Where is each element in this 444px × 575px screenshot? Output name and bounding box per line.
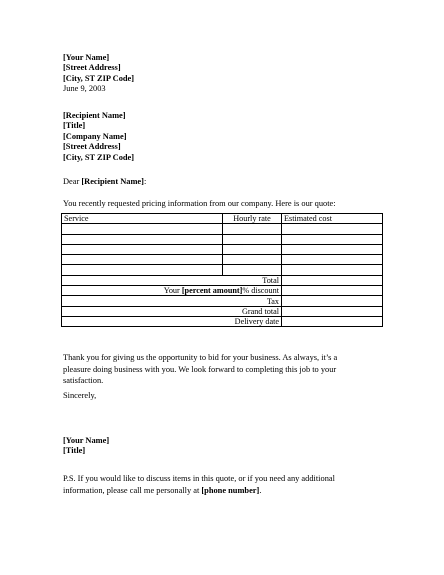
estimated-cost-cell[interactable] [282,255,383,265]
closing-paragraph [63,352,393,387]
table-row [62,265,383,275]
ps-line-2-prefix: information, please call me personally at [63,485,202,495]
hourly-rate-cell[interactable] [223,244,282,254]
header-estimated-cost: Estimated cost [282,214,383,224]
signature-title[interactable]: [Title] [63,446,86,456]
intro-paragraph [63,199,336,209]
table-row [62,234,383,244]
service-cell[interactable] [62,265,223,275]
discount-row [62,286,383,296]
estimated-cost-cell[interactable] [282,265,383,275]
closing-line-3: satisfaction. [63,376,104,385]
grand-total-row [62,306,383,316]
sender-city[interactable]: [City, ST ZIP Code] [63,73,135,83]
recipient-street[interactable]: [Street Address] [63,142,121,152]
postscript [63,473,393,496]
hourly-rate-cell[interactable] [223,224,282,234]
signature-block [63,436,109,457]
delivery-date-label: Delivery date [62,316,282,326]
closing-line-2: pleasure doing business with you. We look forward to completing this job to your [63,364,337,374]
discount-label [62,286,282,296]
ps-line-1: P.S. If you would like to discuss items in this quote, or if you need any additional [63,474,335,483]
tax-value-cell[interactable] [282,296,383,306]
estimated-cost-cell[interactable] [282,234,383,244]
letter-date[interactable]: June 9, 2003 [63,84,106,94]
grand-total-label: Grand total [62,306,282,316]
tax-label: Tax [62,296,282,306]
table-row [62,224,383,234]
signature-name[interactable]: [Your Name] [63,436,110,445]
total-label: Total [62,275,282,285]
service-cell[interactable] [62,224,223,234]
hourly-rate-cell[interactable] [223,265,282,275]
salutation-prefix: Dear [63,177,82,186]
complimentary-close [63,391,96,401]
ps-line-2-suffix: . [259,485,262,495]
discount-suffix: % discount [242,286,279,296]
delivery-date-value-cell[interactable] [282,316,383,326]
table-row [62,255,383,265]
estimated-cost-cell[interactable] [282,244,383,254]
delivery-date-row [62,316,383,326]
discount-value-cell[interactable] [282,286,383,296]
sender-name[interactable]: [Your Name] [63,53,110,62]
sender-address-block [63,53,134,95]
service-cell[interactable] [62,244,223,254]
service-cell[interactable] [62,234,223,244]
quote-table [61,213,383,327]
discount-prefix: Your [163,286,182,296]
total-row [62,275,383,285]
recipient-address-block [63,111,134,163]
salutation-suffix: : [143,177,147,186]
estimated-cost-cell[interactable] [282,224,383,234]
header-service: Service [62,214,223,224]
recipient-title[interactable]: [Title] [63,121,86,131]
sender-street[interactable]: [Street Address] [63,63,121,73]
discount-percent-placeholder[interactable]: [percent amount] [181,286,243,296]
salutation-recipient-name[interactable]: [Recipient Name] [81,177,144,186]
salutation [63,177,146,187]
closing-line-1: Thank you for giving us the opportunity to bid for your business. As always, it’s a [63,353,338,362]
tax-row [62,296,383,306]
recipient-name[interactable]: [Recipient Name] [63,111,126,120]
service-cell[interactable] [62,255,223,265]
recipient-company[interactable]: [Company Name] [63,131,127,141]
quote-table-header-row [62,214,383,224]
total-value-cell[interactable] [282,275,383,285]
table-row [62,244,383,254]
intro-text: You recently requested pricing information from our company. Here is our quote: [63,199,336,208]
phone-number-placeholder[interactable]: [phone number] [201,485,260,495]
recipient-city[interactable]: [City, ST ZIP Code] [63,152,135,162]
hourly-rate-cell[interactable] [223,255,282,265]
grand-total-value-cell[interactable] [282,306,383,316]
header-hourly-rate: Hourly rate [223,214,282,224]
sincerely-text: Sincerely, [63,391,97,400]
hourly-rate-cell[interactable] [223,234,282,244]
